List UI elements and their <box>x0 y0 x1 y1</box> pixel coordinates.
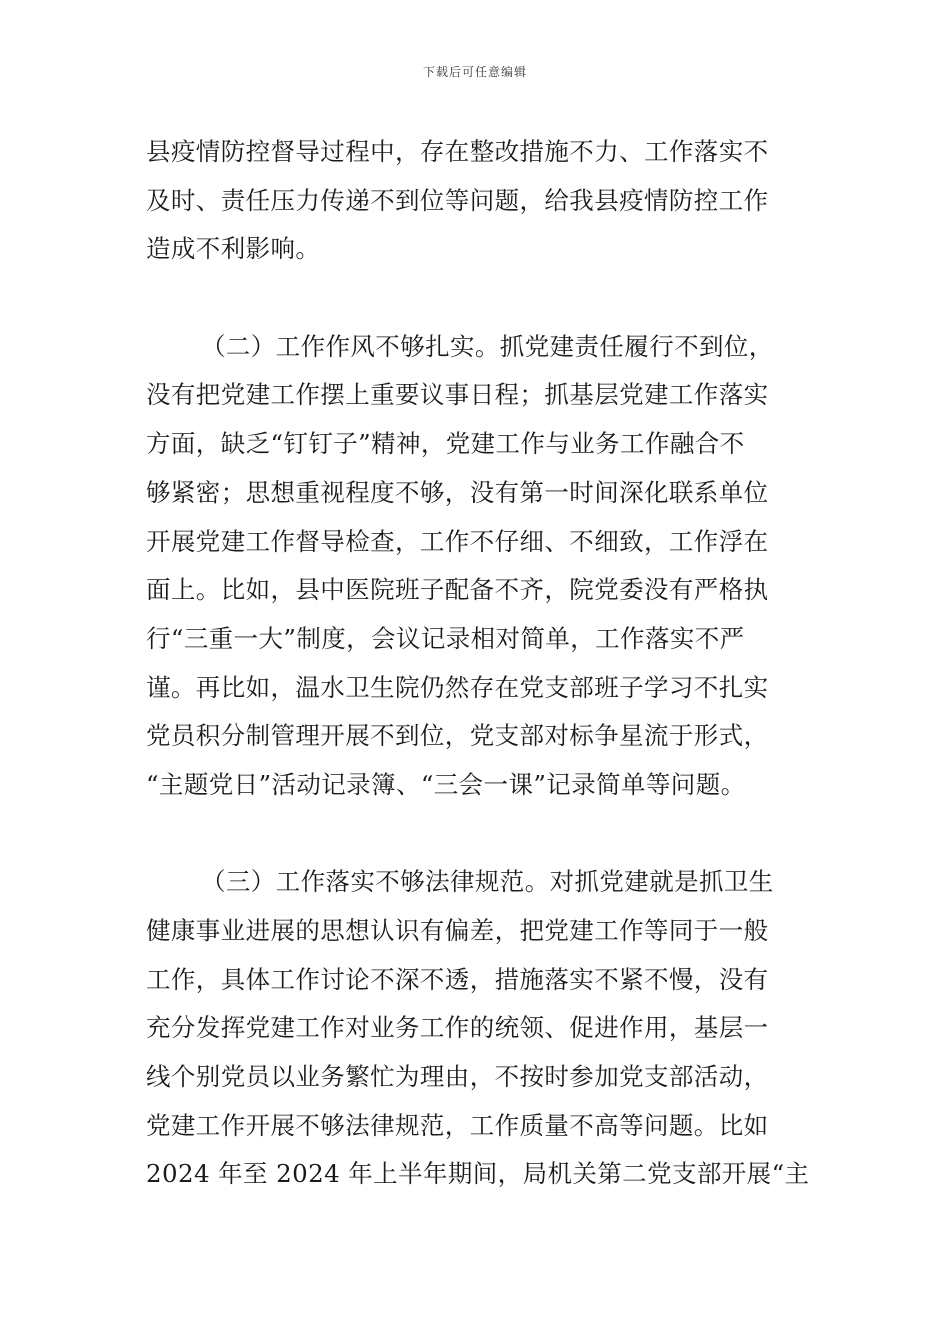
text-line: 开展党建工作督导检查，工作不仔细、不细致，工作浮在 <box>146 526 769 556</box>
paragraph-implementation <box>146 858 816 1199</box>
paragraph-work-style <box>146 323 816 810</box>
document-body <box>146 128 816 1199</box>
text-line: （三）工作落实不够法律规范。对抓党建就是抓卫生 <box>201 867 774 897</box>
text-line: 行“三重一大”制度，会议记录相对简单，工作落实不严 <box>146 623 745 653</box>
text-line: 县疫情防控督导过程中，存在整改措施不力、工作落实不 <box>146 137 769 166</box>
paragraph-continuation <box>146 128 816 274</box>
text-line: 党员积分制管理开展不到位，党支部对标争星流于形式， <box>146 721 769 751</box>
paragraph-spacer <box>146 810 816 859</box>
text-line: 党建工作开展不够法律规范，工作质量不高等问题。比如 <box>146 1110 769 1140</box>
paragraph-spacer <box>146 274 816 323</box>
text-line: 面上。比如，县中医院班子配备不齐，院党委没有严格执 <box>146 575 769 605</box>
text-line: （二）工作作风不够扎实。抓党建责任履行不到位， <box>201 331 774 361</box>
text-line: 没有把党建工作摆上重要议事日程；抓基层党建工作落实 <box>146 380 769 410</box>
text-line: 2024 年至 2024 年上半年期间，局机关第二党支部开展“主 <box>146 1159 810 1189</box>
text-line: 及时、责任压力传递不到位等问题，给我县疫情防控工作 <box>146 185 769 215</box>
text-line: 充分发挥党建工作对业务工作的统领、促进作用，基层一 <box>146 1013 769 1043</box>
text-line: 谨。再比如，温水卫生院仍然存在党支部班子学习不扎实 <box>146 672 769 702</box>
text-line: 线个别党员以业务繁忙为理由，不按时参加党支部活动， <box>146 1062 769 1092</box>
text-line: 健康事业进展的思想认识有偏差，把党建工作等同于一般 <box>146 916 769 945</box>
text-line: 造成不利影响。 <box>146 234 321 264</box>
page-header: 下载后可任意编辑 <box>422 65 527 79</box>
text-line: 工作，具体工作讨论不深不透，措施落实不紧不慢，没有 <box>146 964 769 994</box>
text-line: 够紧密；思想重视程度不够，没有第一时间深化联系单位 <box>146 477 769 507</box>
text-line: 方面，缺乏“钉钉子”精神，党建工作与业务工作融合不 <box>146 429 745 459</box>
text-line: “主题党日”活动记录簿、“三会一课”记录简单等问题。 <box>146 769 746 799</box>
